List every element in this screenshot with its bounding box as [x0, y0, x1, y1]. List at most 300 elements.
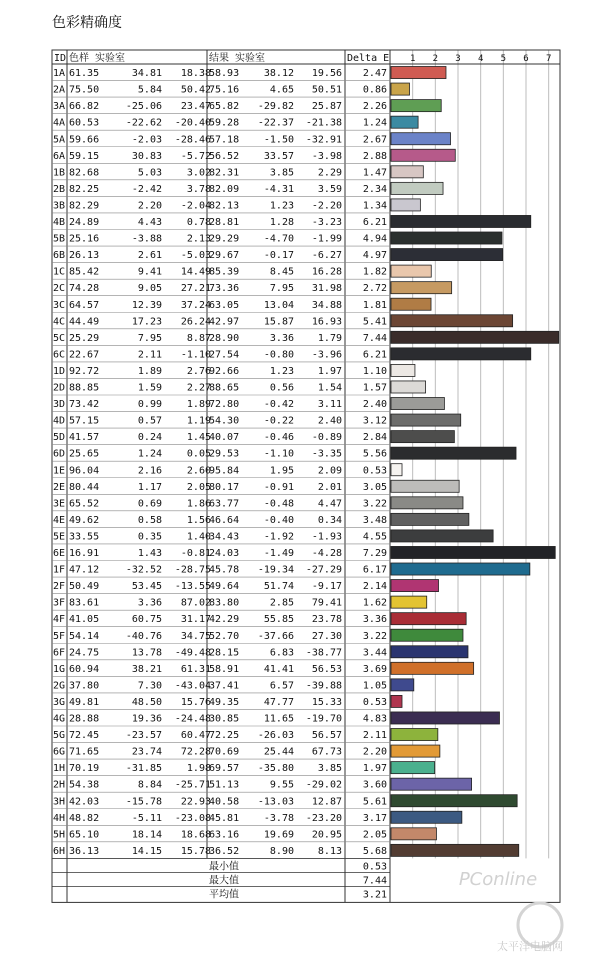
bar-6E [391, 546, 555, 558]
row-id: 1D [53, 365, 66, 377]
result-value: 4.47 [317, 498, 342, 510]
bar-4D [391, 414, 461, 426]
result-value: 63.05 [209, 299, 240, 311]
row-id: 3F [53, 597, 66, 609]
sample-value: 16.91 [69, 548, 100, 559]
result-value: 28.81 [209, 217, 240, 228]
sample-value: 2.16 [137, 465, 162, 477]
summary-label: 平均值 [209, 889, 239, 901]
sample-value: 87.02 [180, 597, 211, 609]
delta-e-value: 5.41 [362, 316, 387, 328]
sample-value: 74.28 [69, 283, 100, 295]
row-id: 4B [53, 217, 66, 228]
result-value: 83.80 [209, 597, 240, 609]
sample-value: 19.36 [131, 713, 162, 725]
result-value: 2.85 [269, 597, 294, 609]
sample-value: 92.72 [69, 365, 100, 377]
sample-value: 50.42 [180, 84, 211, 96]
delta-e-value: 3.48 [362, 514, 387, 526]
delta-e-value: 1.34 [362, 200, 387, 212]
result-value: -19.70 [305, 713, 342, 725]
row-id: 4H [53, 812, 66, 824]
tick-label-6: 6 [523, 54, 529, 64]
sample-value: 82.68 [69, 167, 100, 179]
result-value: -3.23 [311, 217, 342, 228]
row-id: 5H [53, 829, 66, 841]
header-id: ID [54, 53, 67, 64]
row-id: 3E [53, 498, 66, 510]
sample-value: 70.19 [69, 763, 100, 775]
sample-value: 18.68 [180, 829, 211, 841]
sample-value: 0.78 [186, 217, 211, 228]
sample-value: 1.98 [186, 763, 211, 775]
result-value: 1.79 [317, 332, 342, 344]
delta-e-value: 1.24 [362, 117, 387, 129]
delta-e-value: 2.72 [362, 283, 387, 295]
delta-e-value: 3.22 [362, 630, 387, 642]
sample-value: 60.53 [69, 117, 100, 129]
sample-value: -3.88 [131, 233, 162, 245]
sample-value: 2.05 [186, 481, 211, 493]
result-value: 45.78 [209, 564, 240, 576]
result-value: 58.91 [209, 663, 240, 675]
sample-value: 9.41 [137, 266, 162, 278]
sample-value: 57.15 [69, 415, 100, 427]
sample-value: 44.49 [69, 316, 100, 328]
result-value: 34.43 [209, 531, 240, 543]
delta-e-value: 4.97 [362, 250, 387, 262]
sample-value: 2.61 [137, 250, 162, 262]
result-value: 19.69 [263, 829, 294, 841]
row-id: 4A [53, 117, 66, 129]
result-value: -0.22 [263, 415, 294, 427]
result-value: 19.56 [311, 68, 342, 80]
tick-label-4: 4 [477, 54, 484, 64]
result-value: -9.17 [311, 581, 342, 593]
row-id: 6C [53, 349, 66, 361]
bar-5F [391, 629, 463, 641]
sample-value: 1.89 [137, 365, 162, 377]
sample-value: 2.27 [186, 382, 211, 394]
bar-6D [391, 447, 516, 459]
bar-2B [391, 182, 443, 194]
delta-e-value: 4.83 [362, 713, 387, 725]
bar-4B [391, 215, 531, 227]
delta-e-value: 0.86 [362, 84, 387, 96]
bar-3E [391, 497, 463, 509]
result-value: 50.51 [311, 84, 342, 96]
result-value: 40.07 [209, 432, 240, 444]
delta-e-value: 3.12 [362, 415, 387, 427]
result-value: -0.17 [263, 250, 294, 262]
result-value: 1.97 [317, 365, 342, 377]
result-value: -0.46 [263, 432, 294, 444]
result-value: 79.41 [311, 597, 342, 609]
result-value: 65.82 [209, 101, 240, 113]
result-value: 3.85 [269, 167, 294, 179]
result-value: 82.09 [209, 183, 240, 195]
watermark-sub: 太平洋电脑网 [497, 940, 563, 953]
sample-value: 37.80 [69, 680, 100, 692]
bar-3H [391, 795, 517, 807]
result-value: 56.57 [311, 730, 342, 742]
bar-6C [391, 348, 531, 360]
sample-value: 38.21 [131, 663, 162, 675]
result-value: 25.44 [263, 746, 294, 758]
result-value: -0.40 [263, 514, 294, 526]
row-id: 4G [53, 713, 66, 725]
result-value: -22.37 [257, 117, 294, 129]
bar-1B [391, 166, 423, 178]
delta-e-value: 3.36 [362, 614, 387, 626]
result-value: 30.85 [209, 713, 240, 725]
result-value: 42.97 [209, 316, 240, 328]
sample-value: 48.82 [69, 812, 100, 824]
tick-label-1: 1 [409, 54, 416, 64]
sample-value: 24.89 [69, 217, 100, 228]
sample-value: 2.13 [186, 233, 211, 245]
tick-label-3: 3 [455, 54, 461, 64]
row-id: 3B [53, 200, 66, 212]
result-value: 67.73 [311, 746, 342, 758]
sample-value: 25.29 [69, 332, 100, 344]
bar-5G [391, 729, 438, 741]
result-value: -0.91 [263, 481, 294, 493]
result-value: 40.58 [209, 796, 240, 808]
sample-value: 88.85 [69, 382, 100, 394]
row-id: 1G [53, 663, 66, 675]
result-value: 0.34 [317, 514, 342, 526]
row-id: 6F [53, 647, 66, 659]
result-value: 28.15 [209, 647, 240, 659]
delta-e-value: 2.34 [362, 183, 387, 195]
result-value: 45.81 [209, 812, 240, 824]
sample-value: 30.83 [131, 150, 162, 162]
sample-value: 24.75 [69, 647, 100, 659]
bar-2F [391, 580, 439, 592]
result-value: 2.09 [317, 465, 342, 477]
sample-value: -49.48 [174, 647, 211, 659]
sample-value: 96.04 [69, 465, 100, 477]
sample-value: -25.71 [174, 779, 211, 791]
sample-value: 14.49 [180, 266, 211, 278]
row-id: 1E [53, 465, 66, 477]
result-value: 16.28 [311, 266, 342, 278]
sample-value: -13.55 [174, 581, 211, 593]
result-value: 25.87 [311, 101, 342, 113]
result-value: -39.88 [305, 680, 342, 692]
sample-value: 22.67 [69, 349, 100, 361]
row-id: 4D [53, 415, 66, 427]
result-value: 23.78 [311, 614, 342, 626]
row-id: 1F [53, 564, 66, 576]
sample-value: -15.78 [125, 796, 162, 808]
bar-2C [391, 282, 452, 294]
delta-e-value: 2.11 [362, 730, 387, 742]
bar-5H [391, 828, 436, 840]
result-value: 38.12 [263, 68, 294, 80]
result-value: 4.65 [269, 84, 294, 96]
sample-value: 61.35 [69, 68, 100, 80]
sample-value: -1.10 [180, 349, 211, 361]
result-value: 88.65 [209, 382, 240, 394]
row-id: 5A [53, 134, 66, 146]
result-value: 34.88 [311, 299, 342, 311]
row-id: 5D [53, 432, 66, 444]
sample-value: 66.82 [69, 101, 100, 113]
delta-e-value: 2.14 [362, 581, 387, 593]
sample-value: 34.75 [180, 630, 211, 642]
result-value: 59.28 [209, 117, 240, 129]
sample-value: 23.74 [131, 746, 162, 758]
row-id: 5G [53, 730, 66, 742]
sample-value: 37.24 [180, 299, 211, 311]
result-value: 80.17 [209, 481, 240, 493]
result-value: 12.87 [311, 796, 342, 808]
row-id: 3D [53, 399, 66, 411]
sample-value: -2.42 [131, 183, 162, 195]
sample-value: 1.56 [186, 514, 211, 526]
result-value: -0.48 [263, 498, 294, 510]
delta-e-value: 3.05 [362, 481, 387, 493]
bar-4A [391, 116, 418, 128]
sample-value: 12.39 [131, 299, 162, 311]
row-id: 4F [53, 614, 66, 626]
result-value: 29.53 [209, 448, 240, 460]
delta-e-value: 2.05 [362, 829, 387, 841]
result-value: 63.16 [209, 829, 240, 841]
sample-value: 1.40 [186, 531, 211, 543]
result-value: 0.56 [269, 382, 294, 394]
sample-value: 61.31 [180, 663, 211, 675]
bar-1H [391, 762, 435, 774]
bar-6G [391, 745, 440, 757]
result-value: -3.78 [263, 812, 294, 824]
result-value: 72.25 [209, 730, 240, 742]
row-id: 6D [53, 448, 66, 460]
summary-value: 3.21 [362, 889, 387, 901]
sample-value: 80.44 [69, 481, 100, 493]
result-value: 1.95 [269, 465, 294, 477]
sample-value: 54.38 [69, 779, 100, 791]
result-value: -1.49 [263, 548, 294, 559]
result-value: -2.20 [311, 200, 342, 212]
result-value: -3.98 [311, 150, 342, 162]
result-value: -32.91 [305, 134, 342, 146]
sample-value: -43.04 [174, 680, 211, 692]
result-value: 54.30 [209, 415, 240, 427]
row-id: 2B [53, 183, 66, 195]
result-value: 95.84 [209, 465, 240, 477]
sample-value: -22.62 [125, 117, 162, 129]
sample-value: 54.14 [69, 630, 100, 642]
bar-1E [391, 464, 402, 476]
result-value: -6.27 [311, 250, 342, 262]
sample-value: 2.76 [186, 365, 211, 377]
bar-3G [391, 695, 402, 707]
row-id: 6B [53, 250, 66, 262]
delta-e-value: 1.81 [362, 299, 387, 311]
result-value: 8.90 [269, 845, 294, 857]
sample-value: -24.48 [174, 713, 211, 725]
result-value: 3.36 [269, 332, 294, 344]
bar-4H [391, 811, 462, 823]
sample-value: 23.47 [180, 101, 211, 113]
result-value: -38.77 [305, 647, 342, 659]
bar-1C [391, 265, 431, 277]
result-value: 70.69 [209, 746, 240, 758]
delta-e-value: 1.82 [362, 266, 387, 278]
result-value: 41.41 [263, 663, 294, 675]
delta-e-value: 2.88 [362, 150, 387, 162]
bar-3B [391, 199, 420, 211]
bar-1A [391, 67, 446, 79]
watermark-brand: PConline [458, 869, 538, 890]
sample-value: 1.43 [137, 548, 162, 559]
result-value: 8.45 [269, 266, 294, 278]
row-id: 3A [53, 101, 66, 113]
bar-4F [391, 613, 466, 625]
sample-value: 82.29 [69, 200, 100, 212]
result-value: 56.52 [209, 150, 240, 162]
result-value: 15.33 [311, 696, 342, 708]
sample-value: 0.57 [137, 415, 162, 427]
result-value: 63.77 [209, 498, 240, 510]
row-id: 3H [53, 796, 66, 808]
sample-value: 53.45 [131, 581, 162, 593]
header-result: 结果 实验室 [209, 53, 266, 64]
sample-value: 65.10 [69, 829, 100, 841]
sample-value: 25.65 [69, 448, 100, 460]
sample-value: 48.50 [131, 696, 162, 708]
sample-value: 31.17 [180, 614, 211, 626]
result-value: -3.35 [311, 448, 342, 460]
sample-value: 36.13 [69, 845, 100, 857]
result-value: -37.66 [257, 630, 294, 642]
result-value: 6.83 [269, 647, 294, 659]
sample-value: 71.65 [69, 746, 100, 758]
summary-label: 最大值 [209, 875, 239, 887]
summary-value: 0.53 [362, 861, 387, 873]
delta-e-value: 1.62 [362, 597, 387, 609]
sample-value: 60.47 [180, 730, 211, 742]
delta-e-value: 3.69 [362, 663, 387, 675]
sample-value: 47.12 [69, 564, 100, 576]
result-value: -4.31 [263, 183, 294, 195]
result-value: 42.29 [209, 614, 240, 626]
result-value: 11.65 [263, 713, 294, 725]
result-value: 57.18 [209, 134, 240, 146]
page-title: 色彩精确度 [52, 15, 122, 31]
delta-e-value: 0.53 [362, 696, 387, 708]
result-value: 6.57 [269, 680, 294, 692]
row-id: 2A [53, 84, 66, 96]
row-id: 6A [53, 150, 66, 162]
delta-e-value: 1.05 [362, 680, 387, 692]
sample-value: 26.24 [180, 316, 211, 328]
bar-4E [391, 513, 469, 525]
sample-value: 85.42 [69, 266, 100, 278]
sample-value: 27.21 [180, 283, 211, 295]
delta-e-value: 1.57 [362, 382, 387, 394]
sample-value: 22.93 [180, 796, 211, 808]
sample-value: 2.60 [186, 465, 211, 477]
result-value: 13.04 [263, 299, 294, 311]
sample-value: 60.94 [69, 663, 100, 675]
bar-4G [391, 712, 499, 724]
row-id: 5B [53, 233, 66, 245]
sample-value: 41.57 [69, 432, 100, 444]
bar-3F [391, 596, 427, 608]
sample-value: -0.81 [180, 548, 211, 559]
bar-3D [391, 398, 444, 410]
row-id: 2G [53, 680, 66, 692]
result-value: 46.64 [209, 514, 240, 526]
delta-e-value: 5.61 [362, 796, 387, 808]
result-value: 8.13 [317, 845, 342, 857]
sample-value: 0.69 [137, 498, 162, 510]
row-id: 3C [53, 299, 66, 311]
sample-value: 0.05 [186, 448, 211, 460]
result-value: 69.57 [209, 763, 240, 775]
sample-value: 5.03 [137, 167, 162, 179]
tick-label-2: 2 [432, 54, 439, 64]
row-id: 2F [53, 581, 66, 593]
sample-value: 42.03 [69, 796, 100, 808]
delta-e-value: 6.21 [362, 349, 387, 361]
result-value: -26.03 [257, 730, 294, 742]
sample-value: 8.84 [137, 779, 162, 791]
sample-value: 1.86 [186, 498, 211, 510]
result-value: 36.52 [209, 845, 240, 857]
sample-value: 82.25 [69, 183, 100, 195]
sample-value: 2.11 [137, 349, 162, 361]
delta-e-value: 7.44 [362, 332, 387, 344]
tick-label-5: 5 [500, 54, 507, 64]
delta-e-value: 7.29 [362, 548, 387, 559]
result-value: 7.95 [269, 283, 294, 295]
result-value: 85.39 [209, 266, 240, 278]
result-value: 82.13 [209, 200, 240, 212]
sample-value: 72.28 [180, 746, 211, 758]
sample-value: 1.89 [186, 399, 211, 411]
sample-value: 15.78 [180, 845, 211, 857]
delta-e-value: 2.84 [362, 432, 387, 444]
sample-value: 0.99 [137, 399, 162, 411]
bar-5E [391, 530, 493, 542]
row-id: 6H [53, 845, 66, 857]
result-value: -19.34 [257, 564, 294, 576]
sample-value: 1.19 [186, 415, 211, 427]
sample-value: 72.45 [69, 730, 100, 742]
sample-value: -25.06 [125, 101, 162, 113]
sample-value: 1.45 [186, 432, 211, 444]
table-frame [52, 50, 560, 902]
sample-value: 33.55 [69, 531, 100, 543]
sample-value: 49.81 [69, 696, 100, 708]
result-value: -4.28 [311, 548, 342, 559]
delta-e-value: 1.47 [362, 167, 387, 179]
result-value: 56.53 [311, 663, 342, 675]
bar-2D [391, 381, 426, 393]
result-value: 20.95 [311, 829, 342, 841]
delta-e-value: 1.97 [362, 763, 387, 775]
result-value: 51.74 [263, 581, 294, 593]
sample-value: -5.03 [180, 250, 211, 262]
summary-value: 7.44 [362, 875, 387, 887]
result-value: 58.93 [209, 68, 240, 80]
sample-value: -23.08 [174, 812, 211, 824]
